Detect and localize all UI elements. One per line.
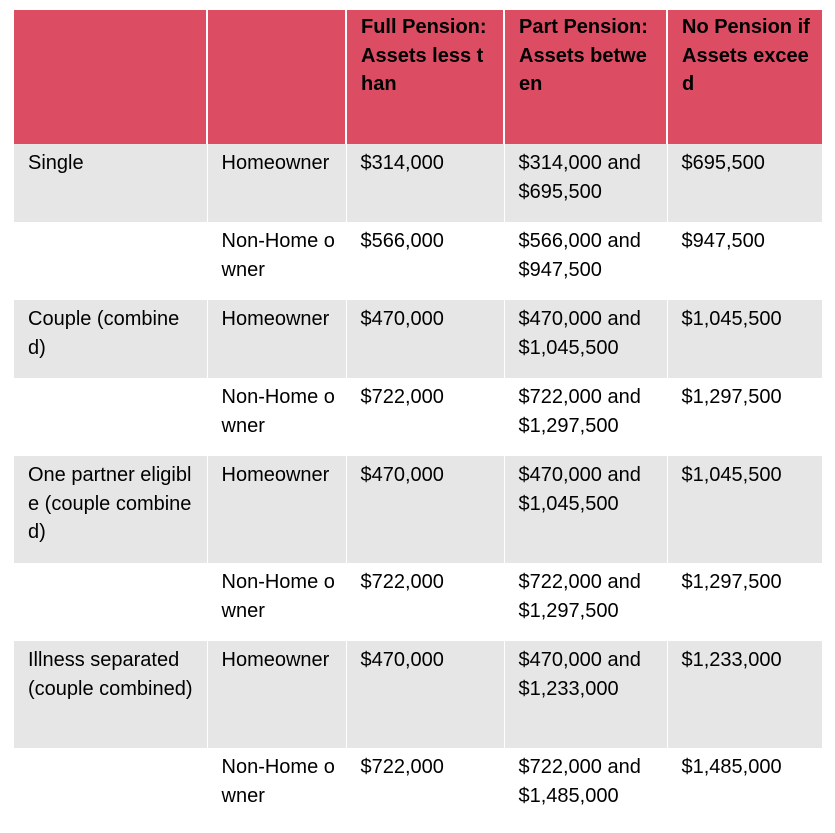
full-pension-cell: $470,000 — [346, 641, 504, 748]
ownership-cell: Homeowner — [207, 456, 346, 563]
category-cell — [14, 222, 207, 300]
header-cell-no-pension: No Pension if Assets exceed — [667, 10, 822, 144]
ownership-cell: Non-Home owner — [207, 222, 346, 300]
category-cell — [14, 563, 207, 641]
category-cell: Couple (combined) — [14, 300, 207, 378]
ownership-cell: Homeowner — [207, 144, 346, 222]
category-cell: Single — [14, 144, 207, 222]
part-pension-cell: $470,000 and $1,045,500 — [504, 456, 667, 563]
pension-asset-table — [14, 10, 822, 819]
category-cell — [14, 378, 207, 456]
ownership-cell: Non-Home owner — [207, 563, 346, 641]
part-pension-cell: $314,000 and $695,500 — [504, 144, 667, 222]
table-header — [14, 10, 822, 144]
table-body — [14, 144, 822, 819]
ownership-cell: Homeowner — [207, 300, 346, 378]
no-pension-cell: $1,297,500 — [667, 378, 822, 456]
table-row — [14, 641, 822, 748]
pension-asset-table-container — [14, 10, 822, 819]
table-row — [14, 748, 822, 819]
part-pension-cell: $722,000 and $1,485,000 — [504, 748, 667, 819]
table-row — [14, 563, 822, 641]
ownership-cell: Non-Home owner — [207, 378, 346, 456]
no-pension-cell: $695,500 — [667, 144, 822, 222]
full-pension-cell: $566,000 — [346, 222, 504, 300]
full-pension-cell: $470,000 — [346, 300, 504, 378]
header-cell-full-pension: Full Pension: Assets less than — [346, 10, 504, 144]
part-pension-cell: $470,000 and $1,045,500 — [504, 300, 667, 378]
table-row — [14, 144, 822, 222]
no-pension-cell: $947,500 — [667, 222, 822, 300]
no-pension-cell: $1,297,500 — [667, 563, 822, 641]
no-pension-cell: $1,045,500 — [667, 456, 822, 563]
no-pension-cell: $1,485,000 — [667, 748, 822, 819]
table-row — [14, 300, 822, 378]
category-cell: Illness separated (couple combined) — [14, 641, 207, 748]
header-cell-ownership — [207, 10, 346, 144]
part-pension-cell: $566,000 and $947,500 — [504, 222, 667, 300]
header-row — [14, 10, 822, 144]
full-pension-cell: $722,000 — [346, 748, 504, 819]
part-pension-cell: $470,000 and $1,233,000 — [504, 641, 667, 748]
full-pension-cell: $314,000 — [346, 144, 504, 222]
part-pension-cell: $722,000 and $1,297,500 — [504, 378, 667, 456]
category-cell: One partner eligible (couple combined) — [14, 456, 207, 563]
header-cell-category — [14, 10, 207, 144]
no-pension-cell: $1,233,000 — [667, 641, 822, 748]
ownership-cell: Non-Home owner — [207, 748, 346, 819]
header-cell-part-pension: Part Pension: Assets between — [504, 10, 667, 144]
part-pension-cell: $722,000 and $1,297,500 — [504, 563, 667, 641]
table-row — [14, 222, 822, 300]
category-cell — [14, 748, 207, 819]
full-pension-cell: $722,000 — [346, 563, 504, 641]
full-pension-cell: $722,000 — [346, 378, 504, 456]
table-row — [14, 456, 822, 563]
full-pension-cell: $470,000 — [346, 456, 504, 563]
ownership-cell: Homeowner — [207, 641, 346, 748]
no-pension-cell: $1,045,500 — [667, 300, 822, 378]
table-row — [14, 378, 822, 456]
